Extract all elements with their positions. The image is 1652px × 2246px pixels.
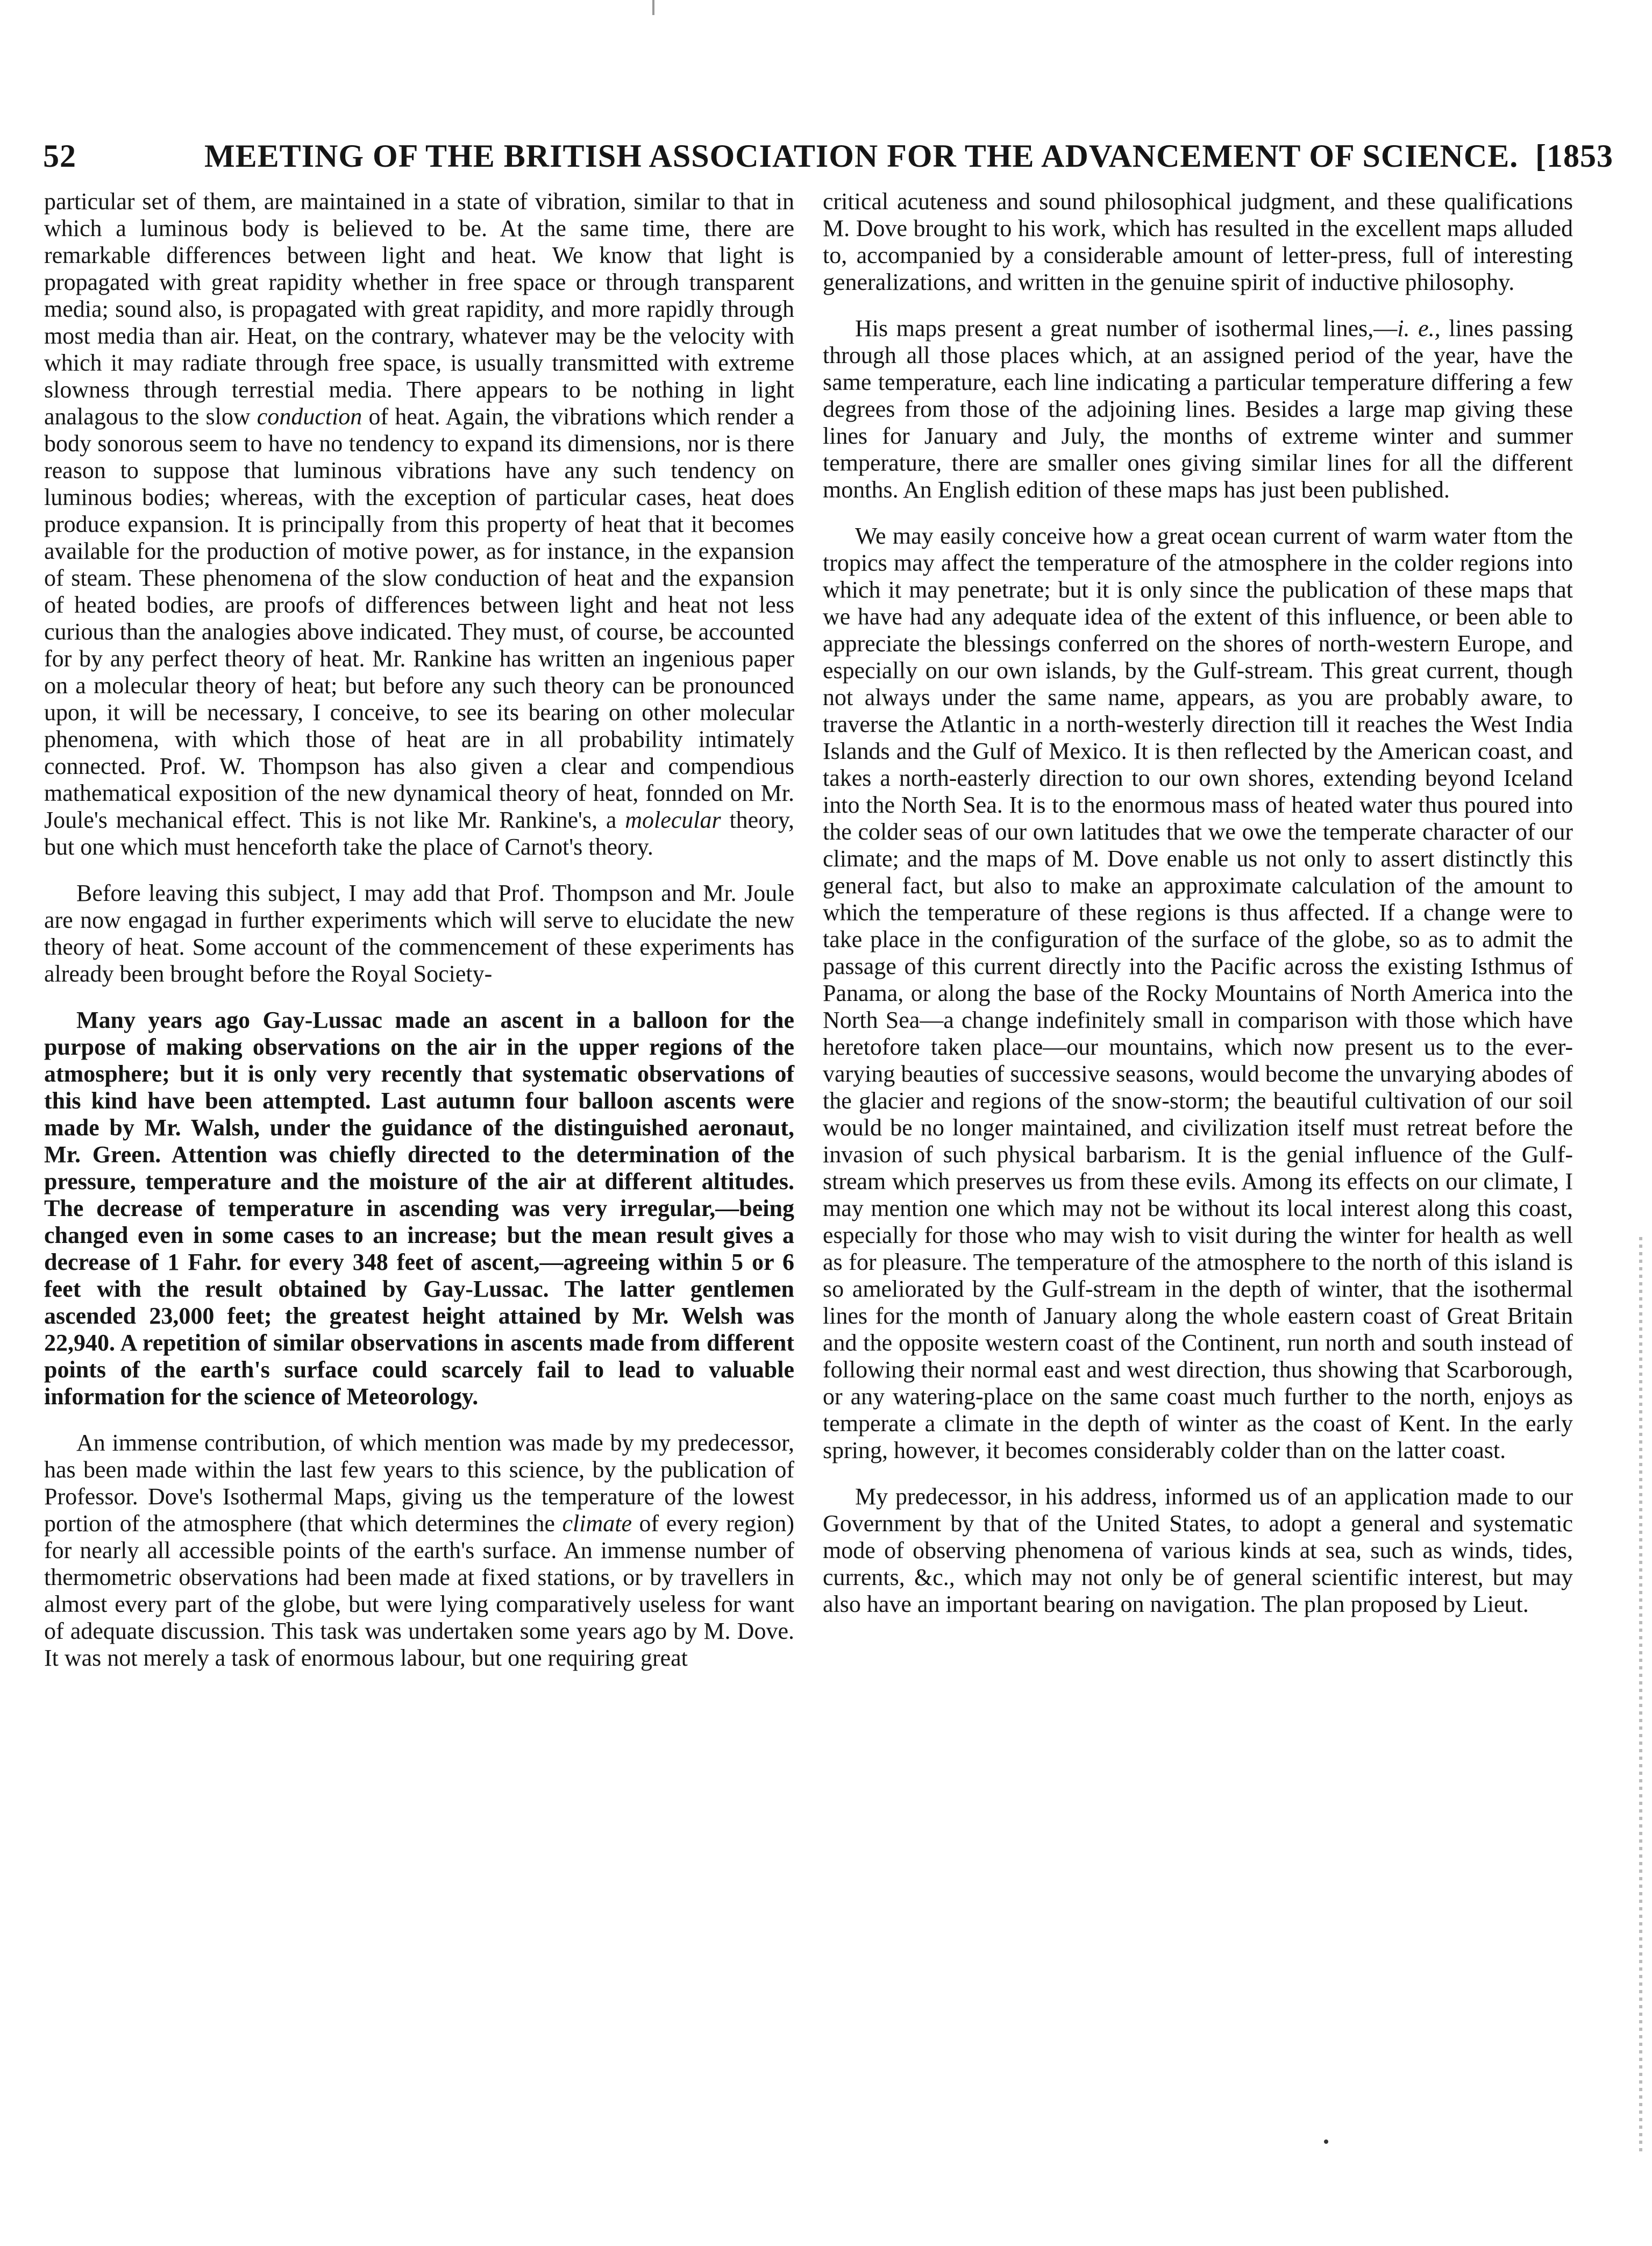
paragraph: Before leaving this subject, I may add that Prof. Thompson and Mr. Joule are now engagad in further experiments which will serve to elucidate the new theory of heat. Some account of the commencement of these experiments has already been brought before the Royal Society- xyxy=(44,880,794,987)
running-title: MEETING OF THE BRITISH ASSOCIATION FOR THE ADVANCEMENT OF SCIENCE. xyxy=(204,138,1519,174)
paragraph: Many years ago Gay-Lussac made an ascent in a balloon for the purpose of making observations on the air in the upper regions of the atmosphere; but it is only very recently that systematic observations of this kind have been attempted. Last autumn four balloon ascents were made by Mr. Walsh, under the guidance of the distinguished aeronaut, Mr. Green. Attention was chiefly directed to the determination of the pressure, temperature and the moisture of the air at different altitudes. The decrease of temperature in ascending was very irregular,—being changed even in some cases to an increase; but the mean result gives a decrease of 1 Fahr. for every 348 feet of ascent,—agreeing within 5 or 6 feet with the result obtained by Gay-Lussac. The latter gentlemen ascended 23,000 feet; the greatest height attained by Mr. Welsh was 22,940. A repetition of similar observations in ascents made from different points of the earth's surface could scarcely fail to lead to valuable information for the science of Meteorology. xyxy=(44,1007,794,1410)
page-year: [1853 xyxy=(1535,138,1613,174)
paragraph: My predecessor, in his address, informed us of an application made to our Government by that of the United States, to adopt a general and systematic mode of observing phenomena of various kinds at sea, such as winds, tides, currents, &c., which may not only be of general scientific interest, but may also have an important bearing on navigation. The plan proposed by Lieut. xyxy=(823,1483,1573,1617)
left-column xyxy=(44,188,794,1691)
paragraph: critical acuteness and sound philosophical judgment, and these qualifications M. Dove brought to his work, which has resulted in the excellent maps alluded to, accompanied by a considerable amount of letter-press, full of interesting generalizations, and written in the genuine spirit of inductive philosophy. xyxy=(823,188,1573,295)
paragraph: We may easily conceive how a great ocean current of warm water ftom the tropics may affect the temperature of the atmosphere in the colder regions into which it may penetrate; but it is only since the publication of these maps that we have had any adequate idea of the extent of this influence, or been able to appreciate the blessings conferred on the shores of north-western Europe, and especially on our own islands, by the Gulf-stream. This great current, though not always under the same name, appears, as you are probably aware, to traverse the Atlantic in a north-westerly direction till it reaches the West India Islands and the Gulf of Mexico. It is then reflected by the American coast, and takes a north-easterly direction to our own shores, extending beyond Iceland into the North Sea. It is to the enormous mass of heated water thus poured into the colder seas of our own latitudes that we owe the temperate character of our climate; and the maps of M. Dove enable us not only to assert distinctly this general fact, but also to make an approximate calculation of the amount to which the temperature of these regions is thus affected. If a change were to take place in the configuration of the surface of the globe, so as to admit the passage of this current directly into the Pacific across the existing Isthmus of Panama, or along the base of the Rocky Mountains of North America into the North Sea—a change indefinitely small in comparison with those which have heretofore taken place—our mountains, which now present us to the ever-varying beauties of successive seasons, would become the unvarying abodes of the glacier and regions of the snow-storm; the beautiful cultivation of our soil would be no longer maintained, and civilization itself must retreat before the invasion of such physical barbarism. It is the genial influence of the Gulf-stream which preserves us from these evils. Among its effects on our climate, I may mention one which may not be without its local interest along this coast, especially for those who may wish to visit during the winter for health as well as for pleasure. The temperature of the atmosphere to the north of this island is so ameliorated by the Gulf-stream in the depth of winter, that the isothermal lines for the month of January along the whole eastern coast of Great Britain and the opposite western coast of the Continent, run north and south instead of following their normal east and west direction, thus showing that Scarborough, or any watering-place on the same coast much further to the north, enjoys as temperate a climate in the depth of winter as the coast of Kent. In the early spring, however, it becomes considerably colder than on the latter coast. xyxy=(823,523,1573,1463)
paragraph: His maps present a great number of isothermal lines,—i. e., lines passing through all those places which, at an assigned period of the year, have the same temperature, each line indicating a particular temperature differing a few degrees from those of the adjoining lines. Besides a large map giving these lines for January and July, the months of extreme winter and summer temperature, there are smaller ones giving similar lines for all the different months. An English edition of these maps has just been published. xyxy=(823,315,1573,503)
page-header xyxy=(43,138,1613,181)
paragraph: An immense contribution, of which mention was made by my predecessor, has been made within the last few years to this science, by the publication of Professor. Dove's Isothermal Maps, giving us the temperature of the lowest portion of the atmosphere (that which determines the climate of every region) for nearly all accessible points of the earth's surface. An immense number of thermometric observations had been made at fixed stations, or by travellers in almost every part of the globe, but were lying comparatively useless for want of adequate discussion. This task was undertaken some years ago by M. Dove. It was not merely a task of enormous labour, but one requiring great xyxy=(44,1430,794,1671)
page-number: 52 xyxy=(43,138,76,174)
right-column xyxy=(823,188,1573,1637)
scan-dot xyxy=(1324,2140,1328,2144)
paragraph: particular set of them, are maintained in a state of vibration, similar to that in which a luminous body is believed to be. At the same time, there are remarkable differences between light and heat. We know that light is propagated with great rapidity whether in free space or through transparent media; sound also, is propagated with great rapidity, and more rapidly through most media than air. Heat, on the contrary, whatever may be the velocity with which it may radiate through free space, is usually transmitted with extreme slowness through terrestial media. There appears to be nothing in light analagous to the slow conduction of heat. Again, the vibrations which render a body sonorous seem to have no tendency to expand its dimensions, nor is there reason to suppose that luminous vibrations have any such tendency on luminous bodies; whereas, with the exception of particular cases, heat does produce expansion. It is principally from this property of heat that it becomes available for the production of motive power, as for instance, in the expansion of steam. These phenomena of the slow conduction of heat and the expansion of heated bodies, are proofs of differences between light and heat not less curious than the analogies above indicated. They must, of course, be accounted for by any perfect theory of heat. Mr. Rankine has written an ingenious paper on a molecular theory of heat; but before any such theory can be pronounced upon, it will be necessary, I conceive, to see its bearing on other molecular phenomena, with which those of heat are in all probability intimately connected. Prof. W. Thompson has also given a clear and compendious mathematical exposition of the new dynamical theory of heat, fonnded on Mr. Joule's mechanical effect. This is not like Mr. Rankine's, a molecular theory, but one which must henceforth take the place of Carnot's theory. xyxy=(44,188,795,860)
scan-mark xyxy=(652,0,654,15)
scan-edge xyxy=(1639,1237,1642,2151)
